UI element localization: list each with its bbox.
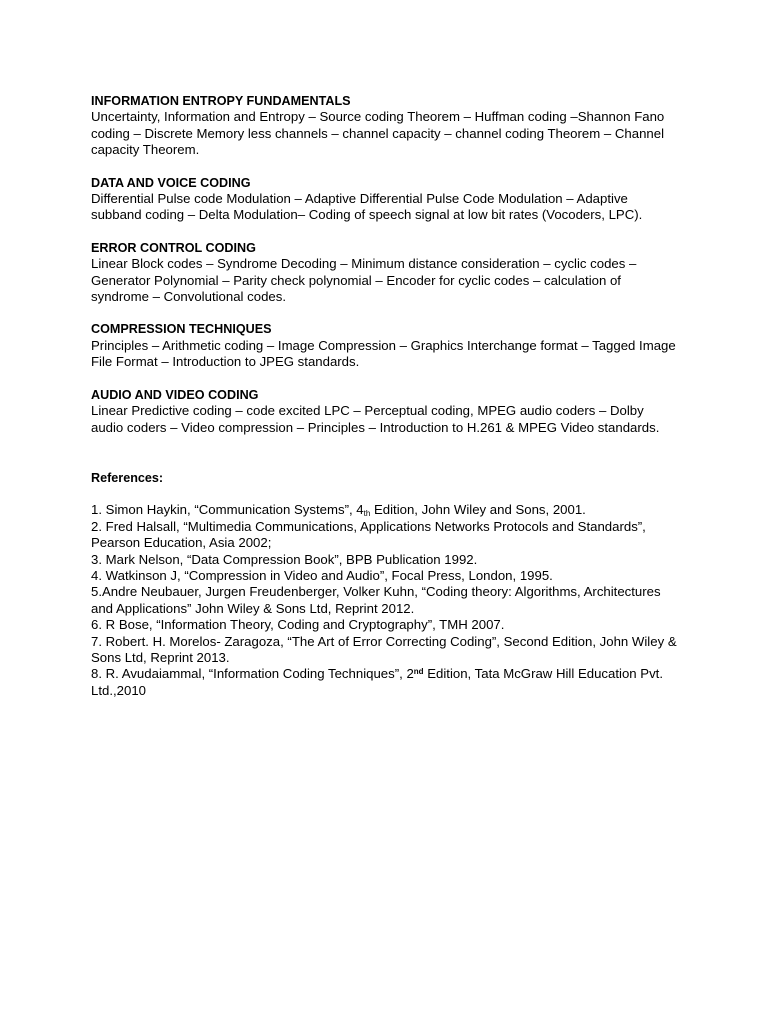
reference-item: 7. Robert. H. Morelos- Zaragoza, “The Art of Error Correcting Coding”, Second Edition, John Wiley & Sons Ltd, Reprint 2013.	[91, 633, 677, 665]
section-heading: AUDIO AND VIDEO CODING	[91, 387, 259, 402]
section-information-entropy	[91, 93, 691, 159]
reference-item: 5.Andre Neubauer, Jurgen Freudenberger, Volker Kuhn, “Coding theory: Algorithms, Architectures and Applications” John Wiley & Sons Ltd, Reprint 2012.	[91, 584, 661, 616]
section-body: Linear Block codes – Syndrome Decoding – Minimum distance consideration – cyclic codes – Generator Polynomial – Parity check polynomial – Encoder for cyclic codes – calculation of syndrome – Convolutional codes.	[91, 256, 637, 305]
section-error-control-coding	[91, 240, 691, 306]
reference-item: 2. Fred Halsall, “Multimedia Communications, Applications Networks Protocols and Standards”, Pearson Education, Asia 2002;	[91, 518, 646, 551]
section-data-voice-coding	[91, 175, 691, 224]
reference-item	[91, 502, 681, 518]
section-body: Differential Pulse code Modulation – Adaptive Differential Pulse Code Modulation – Adaptive subband coding – Delta Modulation– Coding of speech signal at low bit rates (Vocoders, LPC).	[91, 191, 643, 223]
references-list	[91, 502, 691, 699]
reference-item: 3. Mark Nelson, “Data Compression Book”, BPB Publication 1992.	[91, 551, 478, 567]
section-body: Linear Predictive coding – code excited LPC – Perceptual coding, MPEG audio coders – Dolby audio coders – Video compression – Principles – Introduction to H.261 & MPEG Video standards.	[91, 403, 660, 435]
reference-text: Edition, John Wiley and Sons, 2001.	[370, 502, 586, 518]
section-heading: INFORMATION ENTROPY FUNDAMENTALS	[91, 94, 351, 108]
references-heading: References:	[91, 470, 164, 485]
section-heading: ERROR CONTROL CODING	[91, 240, 256, 255]
reference-text: 1. Simon Haykin, “Communication Systems”, 4	[91, 502, 364, 518]
reference-text: 8. R. Avudaiammal, “Information Coding Techniques”, 2	[91, 666, 414, 682]
section-heading: DATA AND VOICE CODING	[91, 175, 251, 190]
edition-ordinal: nd	[413, 667, 424, 677]
reference-item	[91, 666, 681, 699]
edition-ordinal: th	[363, 509, 371, 519]
section-heading: COMPRESSION TECHNIQUES	[91, 322, 272, 337]
reference-item: 4. Watkinson J, “Compression in Video and Audio”, Focal Press, London, 1995.	[91, 567, 553, 583]
document-page	[91, 93, 691, 699]
section-audio-video-coding	[91, 387, 691, 436]
section-body: Principles – Arithmetic coding – Image Compression – Graphics Interchange format – Tagged Image File Format – Introduction to JPEG standards.	[91, 337, 676, 370]
section-body: Uncertainty, Information and Entropy – Source coding Theorem – Huffman coding –Shannon Fano coding – Discrete Memory less channels – channel capacity – channel coding Theorem – Channel capacity Theorem.	[91, 109, 665, 158]
section-compression-techniques	[91, 321, 691, 370]
reference-item: 6. R Bose, “Information Theory, Coding and Cryptography”, TMH 2007.	[91, 617, 505, 633]
reference-text: Edition, Tata McGraw Hill Education Pvt. Ltd.,2010	[91, 666, 663, 698]
